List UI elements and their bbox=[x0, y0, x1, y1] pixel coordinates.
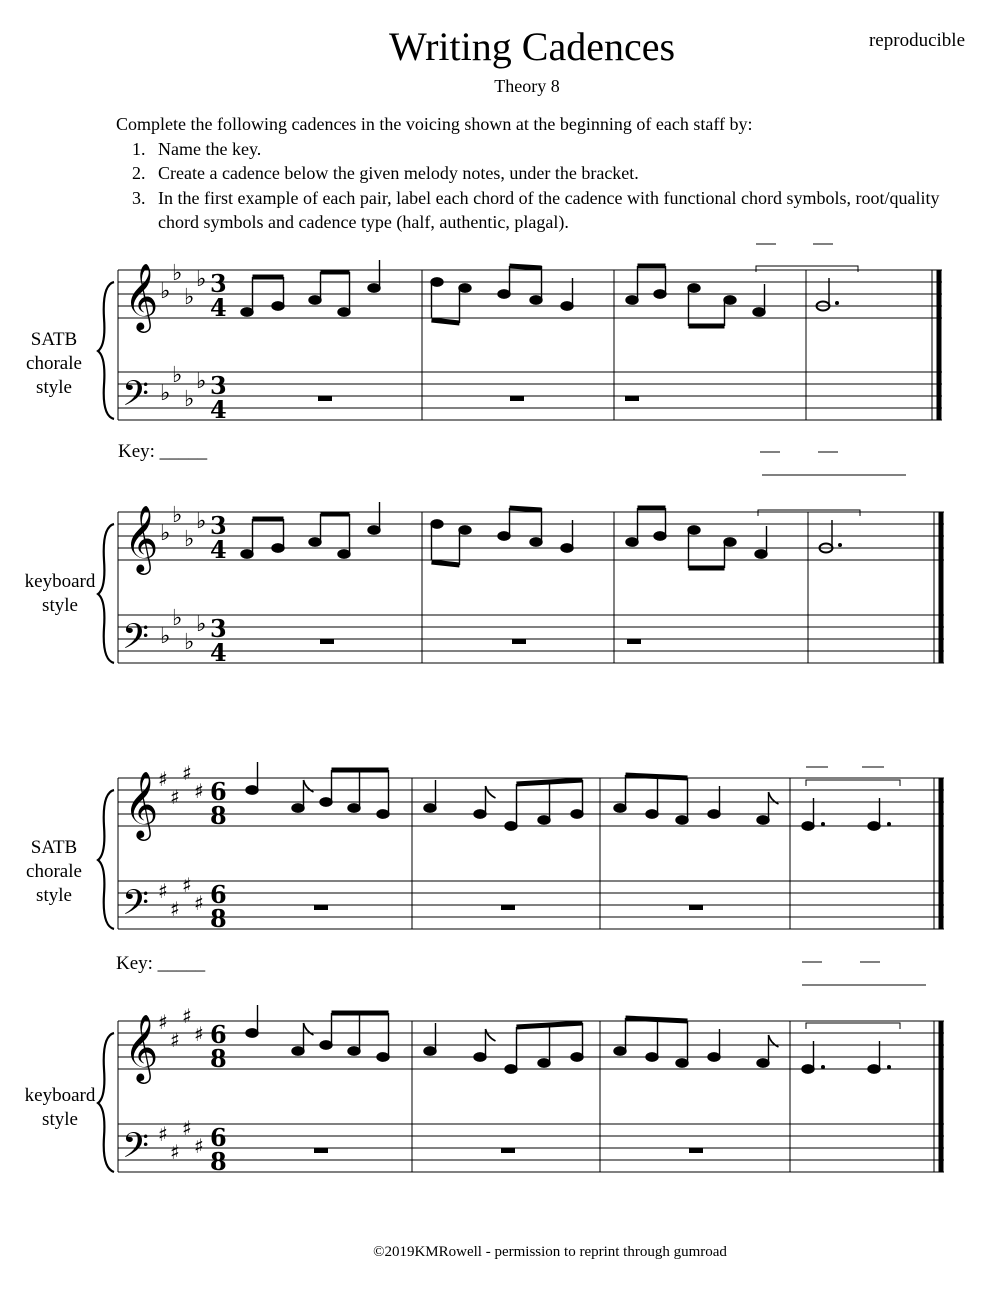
svg-text:3: 3 bbox=[210, 511, 227, 540]
key-signature-sharps bbox=[158, 1004, 204, 1164]
barlines bbox=[118, 778, 941, 929]
svg-text:8: 8 bbox=[210, 904, 227, 933]
rests bbox=[314, 1148, 703, 1153]
time-signature bbox=[210, 269, 227, 424]
bass-staff bbox=[118, 615, 944, 663]
cadence-bracket bbox=[806, 780, 900, 786]
instructions-intro: Complete the following cadences in the voicing shown at the beginning of each staff by: bbox=[116, 114, 753, 134]
svg-text:♯: ♯ bbox=[158, 767, 168, 791]
svg-text:♭: ♭ bbox=[196, 509, 207, 534]
bass-staff bbox=[118, 1124, 944, 1172]
svg-text:8: 8 bbox=[210, 1147, 227, 1176]
svg-text:♭: ♭ bbox=[196, 369, 207, 394]
treble-clef-icon: 𝄞 bbox=[124, 1013, 159, 1081]
bass-clef-icon: 𝄢 bbox=[122, 373, 150, 422]
label-blanks-2 bbox=[760, 452, 906, 475]
svg-text:3: 3 bbox=[210, 269, 227, 298]
label-blanks-4 bbox=[802, 962, 926, 985]
grand-staff-1 bbox=[98, 244, 942, 424]
melody-notes bbox=[246, 762, 891, 830]
treble-clef-icon: 𝄞 bbox=[124, 504, 159, 572]
rests bbox=[320, 639, 641, 644]
cadence-bracket bbox=[758, 510, 860, 516]
svg-text:♯: ♯ bbox=[194, 779, 204, 803]
time-signature bbox=[210, 1020, 227, 1176]
svg-text:♯: ♯ bbox=[170, 897, 180, 921]
bass-clef-icon: 𝄢 bbox=[122, 1125, 150, 1174]
svg-text:♭: ♭ bbox=[160, 624, 171, 649]
key-signature-flats bbox=[160, 261, 206, 412]
svg-text:3: 3 bbox=[210, 614, 227, 643]
svg-text:6: 6 bbox=[210, 1020, 227, 1049]
time-signature bbox=[210, 777, 227, 933]
svg-text:♯: ♯ bbox=[158, 1122, 168, 1146]
barlines bbox=[118, 270, 939, 420]
key-signature-sharps bbox=[158, 761, 204, 921]
svg-text:♯: ♯ bbox=[158, 1010, 168, 1034]
step-text: In the first example of each pair, label each chord of the cadence with functional chord symbols, root/quality chord symbols and cadence type (half, authentic, plagal). bbox=[158, 187, 940, 232]
svg-text:6: 6 bbox=[210, 1123, 227, 1152]
svg-text:♯: ♯ bbox=[194, 1022, 204, 1046]
key-signature-flats bbox=[160, 503, 206, 655]
svg-text:♯: ♯ bbox=[194, 891, 204, 915]
style-label-keyboard-1: keyboard style bbox=[24, 571, 96, 616]
brace-icon bbox=[98, 1033, 114, 1172]
svg-text:♭: ♭ bbox=[172, 363, 183, 388]
svg-text:♯: ♯ bbox=[182, 1004, 192, 1028]
svg-text:♭: ♭ bbox=[184, 285, 195, 310]
melody-notes bbox=[246, 1005, 891, 1073]
svg-text:♯: ♯ bbox=[170, 785, 180, 809]
bass-staff bbox=[118, 881, 944, 929]
brace-icon bbox=[98, 524, 114, 663]
svg-text:♯: ♯ bbox=[194, 1134, 204, 1158]
svg-text:♯: ♯ bbox=[170, 1140, 180, 1164]
brace-icon bbox=[98, 282, 114, 419]
bass-clef-icon: 𝄢 bbox=[122, 882, 150, 931]
step-number: 2. bbox=[132, 163, 146, 183]
grand-staff-2 bbox=[98, 502, 944, 667]
brace-icon bbox=[98, 790, 114, 929]
key-prompt-2: Key: _____ bbox=[116, 953, 206, 974]
svg-text:6: 6 bbox=[210, 880, 227, 909]
beams bbox=[253, 508, 725, 568]
step-text: Create a cadence below the given melody notes, under the bracket. bbox=[158, 163, 639, 183]
copyright-footer: ©2019KMRowell - permission to reprint through gumroad bbox=[373, 1244, 727, 1260]
svg-text:♯: ♯ bbox=[158, 879, 168, 903]
svg-text:♭: ♭ bbox=[160, 381, 171, 406]
svg-text:♭: ♭ bbox=[172, 503, 183, 528]
svg-text:4: 4 bbox=[210, 293, 227, 322]
svg-text:4: 4 bbox=[210, 395, 227, 424]
svg-text:♭: ♭ bbox=[196, 612, 207, 637]
bass-clef-icon: 𝄢 bbox=[122, 616, 150, 665]
svg-text:6: 6 bbox=[210, 777, 227, 806]
svg-text:♯: ♯ bbox=[182, 1116, 192, 1140]
style-label-keyboard-2: keyboard style bbox=[24, 1085, 96, 1130]
svg-text:♭: ♭ bbox=[172, 261, 183, 286]
barlines bbox=[118, 1021, 941, 1172]
svg-text:♭: ♭ bbox=[184, 527, 195, 552]
svg-text:8: 8 bbox=[210, 1044, 227, 1073]
bass-staff bbox=[118, 372, 942, 420]
svg-text:♯: ♯ bbox=[170, 1028, 180, 1052]
svg-text:♭: ♭ bbox=[160, 279, 171, 304]
svg-text:♭: ♭ bbox=[196, 267, 207, 292]
svg-text:4: 4 bbox=[210, 535, 227, 564]
reproducible-label: reproducible bbox=[868, 30, 965, 51]
style-label-satb-2: SATB chorale style bbox=[26, 837, 82, 906]
key-prompt-1: Key: _____ bbox=[118, 441, 208, 462]
beams bbox=[332, 1013, 688, 1027]
step-number: 3. bbox=[132, 187, 146, 208]
svg-text:4: 4 bbox=[210, 638, 227, 667]
svg-text:3: 3 bbox=[210, 371, 227, 400]
grand-staff-4 bbox=[98, 1004, 944, 1176]
step-text: Name the key. bbox=[158, 138, 262, 159]
grand-staff-3 bbox=[98, 761, 944, 933]
cadence-bracket bbox=[806, 1023, 900, 1029]
svg-text:8: 8 bbox=[210, 801, 227, 830]
beams bbox=[332, 770, 688, 784]
svg-text:♭: ♭ bbox=[160, 521, 171, 546]
svg-text:♭: ♭ bbox=[172, 606, 183, 631]
cadence-bracket bbox=[756, 266, 858, 272]
treble-clef-icon: 𝄞 bbox=[124, 262, 159, 330]
svg-text:♭: ♭ bbox=[184, 387, 195, 412]
barlines bbox=[118, 512, 941, 663]
page-title: Writing Cadences bbox=[388, 24, 676, 69]
page-subtitle: Theory 8 bbox=[494, 76, 560, 96]
step-number: 1. bbox=[132, 138, 146, 159]
svg-text:♯: ♯ bbox=[182, 761, 192, 785]
svg-text:♯: ♯ bbox=[182, 873, 192, 897]
beams bbox=[253, 266, 725, 326]
style-label-satb-1: SATB chorale style bbox=[26, 329, 82, 398]
time-signature bbox=[210, 511, 227, 667]
rests bbox=[314, 905, 703, 910]
rests bbox=[318, 396, 639, 401]
treble-clef-icon: 𝄞 bbox=[124, 770, 159, 838]
svg-text:♭: ♭ bbox=[184, 630, 195, 655]
